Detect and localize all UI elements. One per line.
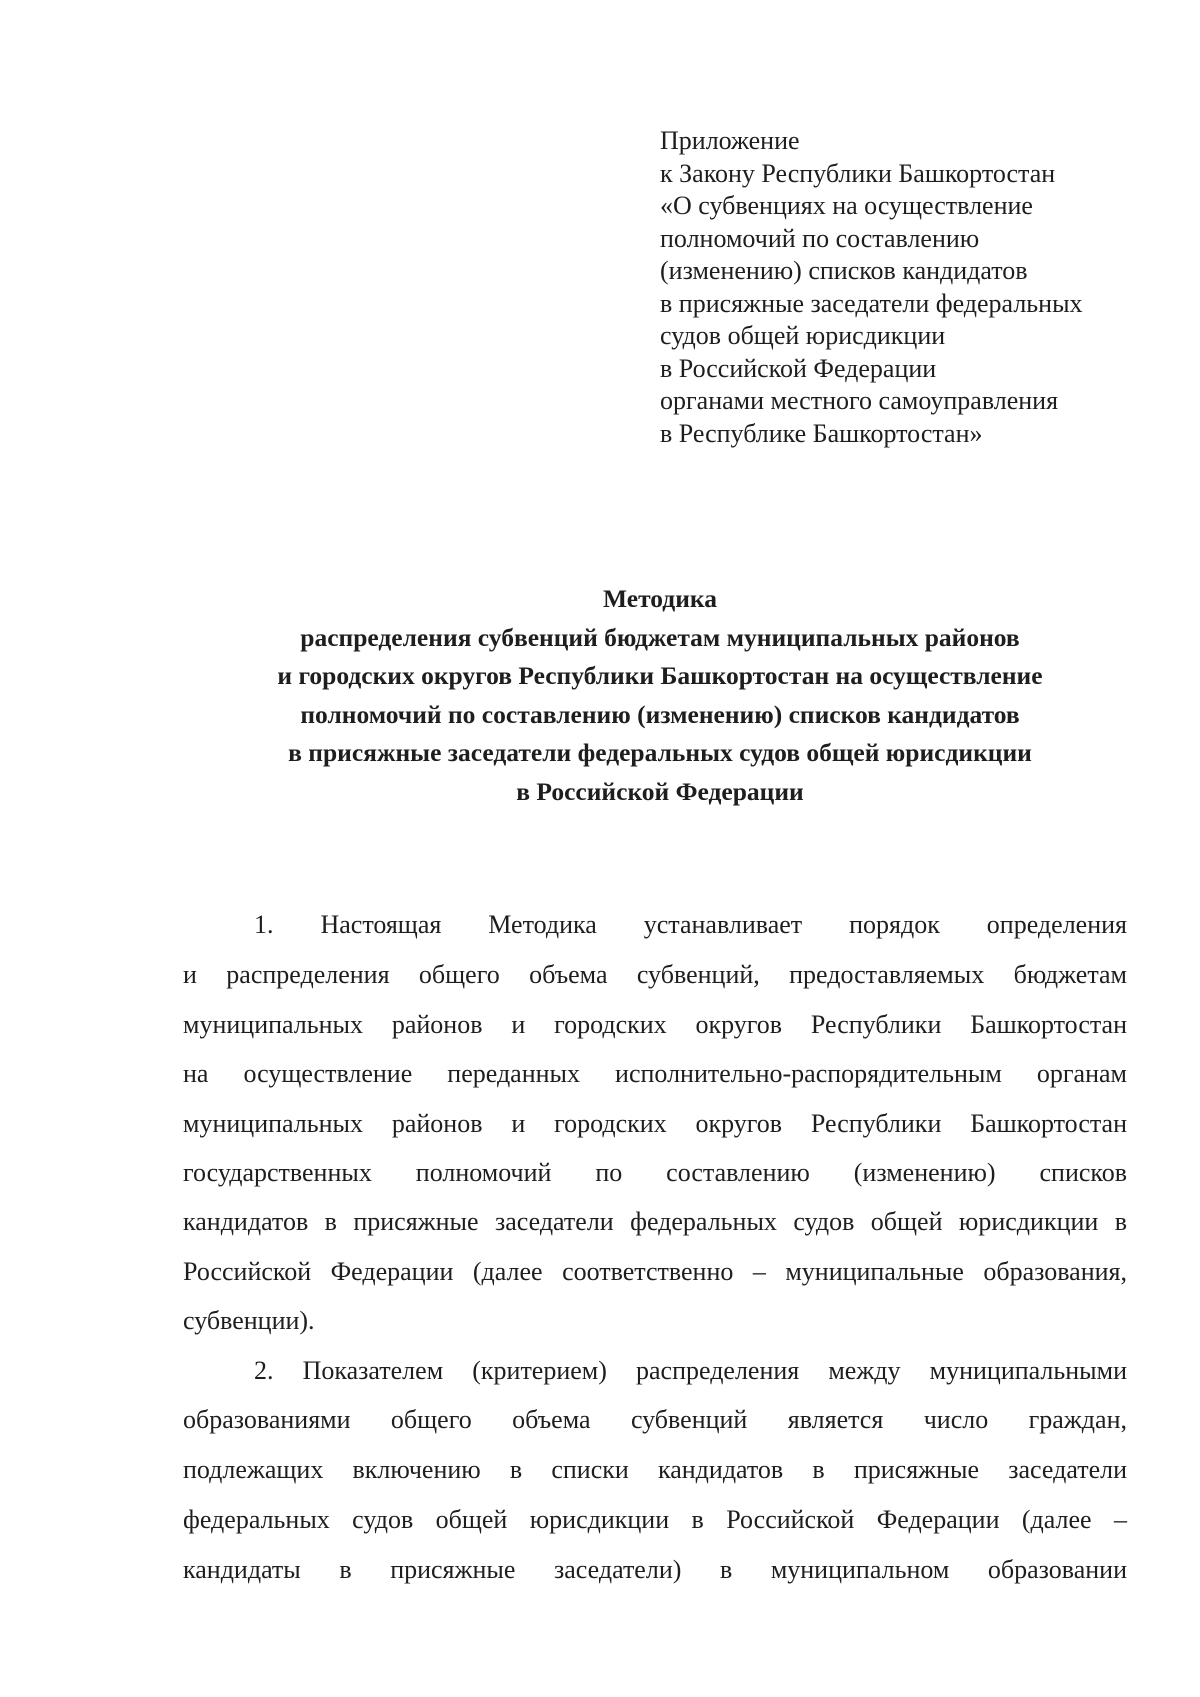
appendix-line: «О субвенциях на осуществление [660,191,1033,220]
paragraph-2-line: федеральных судов общей юрисдикции в Российской Федерации (далее – [183,1505,1127,1534]
appendix-line: полномочий по составлению [660,223,980,253]
document-title [120,580,1200,811]
paragraph-1-line: государственных полномочий по составлению (изменению) списков [183,1158,1127,1187]
paragraph-2-line: подлежащих включению в списки кандидатов в присяжные заседатели [183,1455,1127,1484]
title-line: распределения субвенций бюджетам муниципальных районов [300,622,1020,652]
paragraph-1-line: муниципальных районов и городских округов Республики Башкортостан [183,1109,1127,1138]
appendix-line: судов общей юрисдикции [660,321,946,350]
paragraph-2-line: 2. Показателем (критерием) распределения между муниципальными [254,1356,1127,1385]
paragraph-1-line: Российской Федерации (далее соответственно – муниципальные образования, [183,1257,1127,1286]
paragraph-2-line: кандидаты в присяжные заседатели) в муниципальном образовании [183,1555,1127,1584]
appendix-line: в присяжные заседатели федеральных [660,288,1083,318]
title-line: Методика [603,584,717,613]
appendix-line: в Республике Башкортостан» [660,418,983,448]
appendix-line: Приложение [660,126,800,155]
paragraph-1-line: муниципальных районов и городских округов Республики Башкортостан [183,1010,1127,1039]
appendix-line: к Закону Республики Башкортостан [660,158,1056,188]
paragraph-1-line: субвенции). [183,1306,315,1335]
title-line: полномочий по составлению (изменению) списков кандидатов [300,699,1020,729]
paragraph-1-line: 1. Настоящая Методика устанавливает порядок определения [254,910,1127,939]
appendix-header [660,125,1160,450]
appendix-line: органами местного самоуправления [660,386,1059,415]
appendix-line: (изменению) списков кандидатов [660,256,1028,285]
paragraph-1-line: и распределения общего объема субвенций, предоставляемых бюджетам [183,960,1127,989]
title-line: и городских округов Республики Башкортостан на осуществление [277,661,1043,690]
paragraph-1-line: на осуществление переданных исполнительно-распорядительным органам [183,1059,1127,1088]
paragraph-2-line: образованиями общего объема субвенций является число граждан, [183,1405,1127,1434]
appendix-line: в Российской Федерации [660,353,937,383]
title-line: в Российской Федерации [516,776,804,806]
title-line: в присяжные заседатели федеральных судов общей юрисдикции [288,738,1032,767]
paragraph-1-line: кандидатов в присяжные заседатели федеральных судов общей юрисдикции в [183,1207,1127,1236]
